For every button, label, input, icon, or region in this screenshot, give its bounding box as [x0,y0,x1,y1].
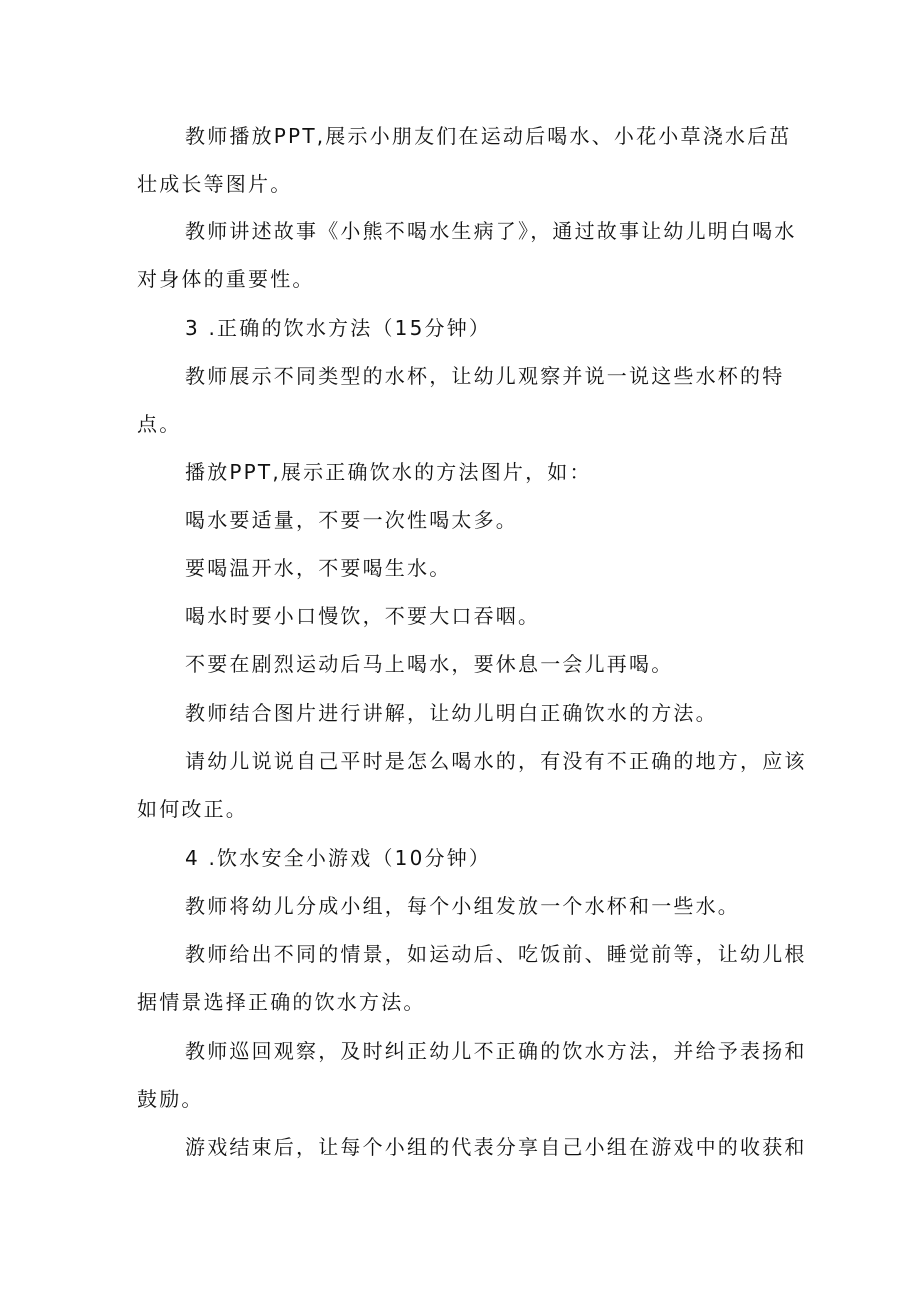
paragraph-line: 据情景选择正确的饮水方法。 [137,990,426,1014]
paragraph-line: 喝水时要小口慢饮，不要大口吞咽。 [185,604,541,628]
paragraph-line: 壮成长等图片。 [137,172,293,196]
paragraph-line: 鼓励。 [137,1087,204,1111]
paragraph-line: 教师讲述故事《小熊不喝水生病了》，通过故事让幼儿明白喝水 [185,219,797,243]
paragraph-line: 教师播放PPT,展示小朋友们在运动后喝水、小花小草浇水后茁 [185,124,792,148]
paragraph-line: 教师展示不同类型的水杯，让幼儿观察并说一说这些水杯的特 [185,364,785,388]
paragraph-line: 点。 [137,412,182,436]
paragraph-line: 对身体的重要性。 [137,267,315,291]
paragraph-line: 喝水要适量，不要一次性喝太多。 [185,508,518,532]
paragraph-line: 要喝温开水，不要喝生水。 [185,556,452,580]
section-heading: 4 .饮水安全小游戏（10分钟） [185,846,492,870]
paragraph-line: 如何改正。 [137,797,248,821]
paragraph-line: 教师给出不同的情景，如运动后、吃饭前、睡觉前等，让幼儿根 [185,942,807,966]
section-heading: 3 .正确的饮水方法（15分钟） [185,316,492,340]
paragraph-line: 教师将幼儿分成小组，每个小组发放一个水杯和一些水。 [185,894,740,918]
paragraph-line: 不要在剧烈运动后马上喝水，要休息一会儿再喝。 [185,652,674,676]
paragraph-line: 教师巡回观察，及时纠正幼儿不正确的饮水方法，并给予表扬和 [185,1039,807,1063]
paragraph-line: 游戏结束后，让每个小组的代表分享自己小组在游戏中的收获和 [185,1135,807,1159]
paragraph-line: 播放PPT,展示正确饮水的方法图片，如： [185,460,592,484]
paragraph-line: 教师结合图片进行讲解，让幼儿明白正确饮水的方法。 [185,701,718,725]
paragraph-line: 请幼儿说说自己平时是怎么喝水的，有没有不正确的地方，应该 [185,749,807,773]
